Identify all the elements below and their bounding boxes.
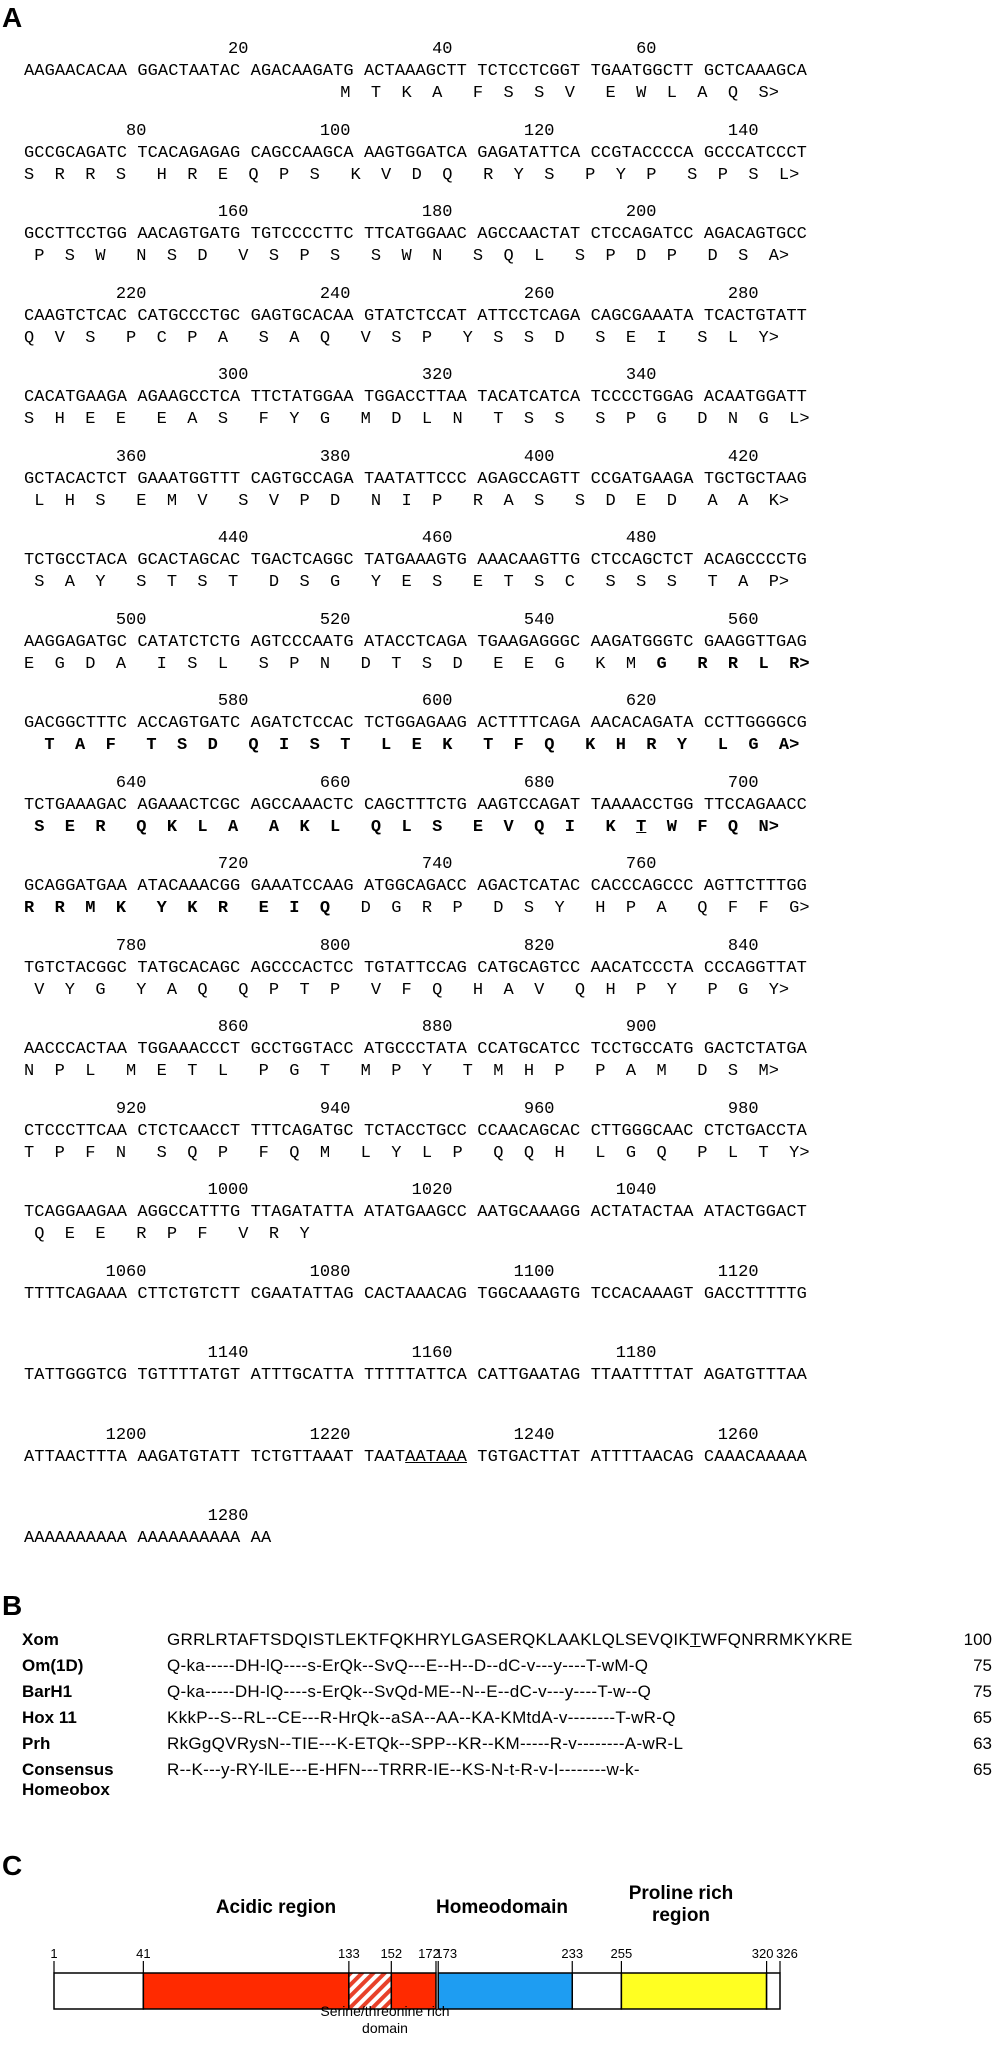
panel-label-c: C: [2, 1850, 23, 1881]
position-numbers: 1060 1080 1100 1120: [24, 1262, 759, 1282]
homeodomain-residues: W F Q N>: [646, 817, 779, 837]
aligned-residues: WFQNRRMKYKRE: [700, 1630, 853, 1649]
sequence-name: BarH1: [22, 1682, 73, 1701]
position-tick-label: 320: [751, 1946, 774, 1961]
sequence-block: [0, 1263, 995, 1343]
nucleotide-segment: AAGAACACAA GGACTAATAC AGACAAGATG ACTAAAGCTT TCTCCTCGGT TGAATGGCTT GCTCAAAGCA: [24, 62, 807, 81]
sequence-name: Consensus Homeobox: [22, 1760, 114, 1799]
homeodomain-residues: R R M K Y K R E I Q: [24, 899, 361, 918]
nucleotide-line: [24, 62, 807, 81]
nucleotide-segment: AAGGAGATGC CATATCTCTG AGTCCCAATG ATACCTCAGA TGAAGAGGGC AAGATGGGTC GAAGGTTGAG: [24, 632, 807, 652]
sequence-block: [0, 1181, 995, 1261]
amino-acid-segment: S H E E E A S F Y G M D L N T S S S P G D N G L>: [24, 410, 810, 429]
sequence-block: [0, 529, 995, 609]
homeodomain-residues: S E R Q K L A A K L Q L S E V Q I K: [24, 817, 637, 837]
nucleotide-line: [24, 796, 807, 815]
protein-line: [24, 736, 799, 755]
protein-line: [24, 899, 810, 918]
aligned-sequence: [167, 1682, 651, 1702]
position-numbers: 640 660 680 700: [24, 773, 759, 793]
sequence-block: [0, 855, 995, 935]
homeodomain-label: Homeodomain: [436, 1897, 568, 1918]
sequence-block: [0, 692, 995, 772]
nucleotide-line: [24, 1285, 807, 1304]
position-numbers: 1200 1220 1240 1260: [24, 1425, 759, 1445]
position-tick-label: 233: [561, 1946, 584, 1961]
position-numbers: 1140 1160 1180: [24, 1344, 657, 1363]
serine-threonine-label: Serine/threonine rich domain: [320, 2003, 450, 2036]
protein-line: [24, 655, 810, 674]
amino-acid-segment: P S W N S D V S P S S W N S Q L S P D P D S A>: [24, 247, 790, 266]
polyadenylation-signal: AATAAA: [405, 1447, 467, 1467]
nucleotide-line: [24, 470, 807, 489]
nucleotide-segment: TATTGGGTCG TGTTTTATGT ATTTGCATTA TTTTTATTCA CATTGAATAG TTAATTTTAT AGATGTTTAA: [24, 1366, 807, 1385]
nucleotide-segment: GCCGCAGATC TCACAGAGAG CAGCCAAGCA AAGTGGATCA GAGATATTCA CCGTACCCCA GCCCATCCCT: [24, 143, 807, 163]
aligned-sequence: [167, 1760, 640, 1780]
amino-acid-segment: V Y G Y A Q Q P T P V F Q H A V Q H P Y P G Y>: [24, 980, 790, 1000]
sequence-block: [0, 40, 995, 120]
identity-percent: 63: [973, 1734, 992, 1753]
nucleotide-line: [24, 551, 807, 570]
sequence-block: [0, 122, 995, 202]
nucleotide-line: [24, 388, 807, 407]
position-numbers: 80 100 120 140: [24, 121, 759, 141]
aligned-residues: T: [690, 1630, 701, 1649]
aligned-sequence: [167, 1708, 676, 1728]
amino-acid-segment: S R R S H R E Q P S K V D Q R Y S P Y P S P S L>: [24, 165, 800, 185]
protein-line: [24, 247, 789, 266]
protein-line: [24, 573, 789, 592]
nucleotide-segment: CACATGAAGA AGAAGCCTCA TTCTATGGAA TGGACCTTAA TACATCATCA TCCCCTGGAG ACAATGGATT: [24, 388, 807, 407]
amino-acid-segment: D G R P D S Y H P A Q F F G>: [360, 899, 810, 918]
nucleotide-segment: AACCCACTAA TGGAAACCCT GCCTGGTACC ATGCCCTATA CCATGCATCC TCCTGCCATG GACTCTATGA: [24, 1040, 807, 1059]
protein-line: [24, 1144, 810, 1163]
aligned-residues: Q-ka-----DH-lQ----s-ErQk--SvQ---E--H--D--dC-v---y----T-wM-Q: [167, 1656, 649, 1675]
position-numbers: 860 880 900: [24, 1018, 657, 1037]
domain-structure-panel: [0, 1865, 995, 2050]
nucleotide-line: [24, 1122, 807, 1141]
nucleotide-line: [24, 1366, 807, 1385]
alignment-row: [22, 1760, 992, 1799]
identity-percent: 75: [973, 1682, 992, 1701]
nucleotide-segment: CTCCCTTCAA CTCTCAACCT TTTCAGATGC TCTACCTGCC CCAACAGCAC CTTGGGCAAC CTCTGACCTA: [24, 1121, 807, 1141]
proline-rich-block: [621, 1973, 766, 2009]
panel-label-a: A: [2, 2, 23, 33]
sequence-block: [0, 448, 995, 528]
homeodomain-residues: G R R L R>: [656, 654, 810, 674]
position-tick-label: 133: [338, 1946, 360, 1961]
c-terminal-segment: [767, 1973, 780, 2009]
alignment-row: [22, 1630, 992, 1654]
amino-acid-segment: Q E E R P F V R Y: [24, 1225, 310, 1244]
protein-line: [24, 981, 789, 1000]
position-tick-label: 41: [136, 1946, 151, 1961]
sequence-block: [0, 203, 995, 283]
sequence-block: [0, 937, 995, 1017]
sequence-block: [0, 1100, 995, 1180]
aligned-residues: RkGgQVRysN--TIE---K-ETQk--SPP--KR--KM-----R-v--------A-wR-L: [167, 1734, 684, 1753]
amino-acid-segment: M T K A F S S V E W L A Q S>: [24, 84, 779, 103]
aligned-residues: R--K---y-RY-lLE---E-HFN---TRRR-IE--KS-N-t-R-v-I--------w-k-: [167, 1760, 640, 1779]
nucleotide-segment: TCAGGAAGAA AGGCCATTTG TTAGATATTA ATATGAAGCC AATGCAAAGG ACTATACTAA ATACTGGACT: [24, 1203, 807, 1222]
sequence-block: [0, 611, 995, 691]
identity-percent: 65: [973, 1708, 992, 1727]
nucleotide-segment: GCCTTCCTGG AACAGTGATG TGTCCCCTTC TTCATGGAAC AGCCAACTAT CTCCAGATCC AGACAGTGCC: [24, 225, 807, 244]
protein-line: [24, 492, 789, 511]
position-tick-label: 326: [776, 1946, 798, 1961]
position-tick-label: 172: [418, 1946, 440, 1961]
sequence-block: [0, 1344, 995, 1424]
position-numbers: 300 320 340: [24, 366, 657, 385]
protein-line: [24, 84, 779, 103]
position-numbers: 160 180 200: [24, 203, 657, 222]
sequence-block: [0, 774, 995, 854]
identity-percent: 65: [973, 1760, 992, 1779]
alignment-row: [22, 1708, 992, 1732]
aligned-sequence: [167, 1656, 648, 1676]
protein-line: [24, 410, 810, 429]
position-numbers: 440 460 480: [24, 529, 657, 548]
position-tick-label: 255: [610, 1946, 633, 1961]
protein-line: [24, 1062, 779, 1081]
sequence-name: Hox 11: [22, 1708, 77, 1727]
protein-line: [24, 166, 799, 185]
position-numbers: 1280: [24, 1507, 249, 1526]
domain-bar: [0, 1925, 995, 2035]
aligned-sequence: [167, 1734, 683, 1754]
aligned-residues: GRRLRTAFTSDQISTLEKTFQKHRYLGASERQKLAAKLQLSEVQIK: [167, 1630, 691, 1649]
sequence-name: Om(1D): [22, 1656, 84, 1675]
alignment-row: [22, 1656, 992, 1680]
position-numbers: 920 940 960 980: [24, 1099, 759, 1119]
acidic-region-label: Acidic region: [215, 1897, 337, 1918]
nucleotide-segment: GCAGGATGAA ATACAAACGG GAAATCCAAG ATGGCAGACC AGACTCATAC CACCCAGCCC AGTTCTTTGG: [24, 877, 807, 896]
sequence-block: [0, 1018, 995, 1098]
nucleotide-line: [24, 877, 807, 896]
aligned-residues: Q-ka-----DH-lQ----s-ErQk--SvQd-ME--N--E--dC-v---y----T-w--Q: [167, 1682, 652, 1701]
amino-acid-segment: S A Y S T S T D S G Y E S E T S C S S S T A P>: [24, 573, 790, 592]
identity-percent: 75: [973, 1656, 992, 1675]
nucleotide-line: [24, 633, 807, 652]
position-numbers: 780 800 820 840: [24, 936, 759, 956]
nucleotide-line: [24, 1448, 807, 1467]
aligned-residues: KkkP--S--RL--CE---R-HrQk--aSA--AA--KA-KMtdA-v--------T-wR-Q: [167, 1708, 676, 1727]
linker-segment: [572, 1973, 621, 2009]
protein-line: [24, 1225, 310, 1244]
nucleotide-segment: TCTGAAAGAC AGAAACTCGC AGCCAAACTC CAGCTTTCTG AAGTCCAGAT TAAAACCTGG TTCCAGAACC: [24, 795, 807, 815]
nucleotide-line: [24, 714, 807, 733]
nucleotide-segment: ATTAACTTTA AAGATGTATT TCTGTTAAAT TAAT: [24, 1447, 406, 1467]
alignment-row: [22, 1682, 992, 1706]
position-numbers: 220 240 260 280: [24, 284, 759, 304]
nucleotide-segment: CAAGTCTCAC CATGCCCTGC GAGTGCACAA GTATCTCCAT ATTCCTCAGA CAGCGAAATA TCACTGTATT: [24, 306, 807, 326]
sequence-block: [0, 285, 995, 365]
position-numbers: 720 740 760: [24, 855, 657, 874]
nucleotide-segment: TGTGACTTAT ATTTTAACAG CAAACAAAAA: [466, 1447, 807, 1467]
nucleotide-line: [24, 959, 807, 978]
nucleotide-line: [24, 1040, 807, 1059]
homeodomain-residues: T A F T S D Q I S T L E K T F Q K H R Y L G A>: [24, 736, 800, 755]
sequence-block: [0, 1507, 995, 1587]
position-numbers: 1000 1020 1040: [24, 1181, 657, 1200]
sequence-name: Xom: [22, 1630, 59, 1649]
position-numbers: 20 40 60: [24, 40, 657, 59]
amino-acid-segment: E G D A I S L S P N D T S D E E G K M: [24, 654, 657, 674]
nucleotide-line: [24, 1203, 807, 1222]
amino-acid-segment: N P L M E T L P G T M P Y T M H P P A M D S M>: [24, 1062, 779, 1081]
homeodomain-residues: T: [636, 817, 647, 837]
protein-line: [24, 818, 779, 837]
amino-acid-segment: L H S E M V S V P D N I P R A S S D E D A A K>: [24, 491, 790, 511]
nucleotide-segment: TTTTCAGAAA CTTCTGTCTT CGAATATTAG CACTAAACAG TGGCAAAGTG TCCACAAAGT GACCTTTTTG: [24, 1284, 807, 1304]
sequence-block: [0, 1426, 995, 1506]
nucleotide-segment: AAAAAAAAAA AAAAAAAAAA AA: [24, 1529, 272, 1548]
sequence-name: Prh: [22, 1734, 51, 1753]
position-numbers: 360 380 400 420: [24, 447, 759, 467]
position-tick-label: 1: [50, 1946, 58, 1961]
nucleotide-line: [24, 225, 807, 244]
nucleotide-line: [24, 1529, 271, 1548]
sequence-block: [0, 366, 995, 446]
proline-rich-label: Proline rich region: [628, 1883, 734, 1926]
nucleotide-segment: TCTGCCTACA GCACTAGCAC TGACTCAGGC TATGAAAGTG AAACAAGTTG CTCCAGCTCT ACAGCCCCTG: [24, 551, 807, 570]
amino-acid-segment: T P F N S Q P F Q M L Y L P Q Q H L G Q P L T Y>: [24, 1143, 810, 1163]
protein-line: [24, 329, 779, 348]
panel-label-b: B: [2, 1590, 23, 1621]
nucleotide-line: [24, 144, 807, 163]
aligned-sequence: [167, 1630, 853, 1650]
n-terminal-segment: [54, 1973, 143, 2009]
nucleotide-segment: TGTCTACGGC TATGCACAGC AGCCCACTCC TGTATTCCAG CATGCAGTCC AACATCCCTA CCCAGGTTAT: [24, 958, 807, 978]
nucleotide-segment: GCTACACTCT GAAATGGTTT CAGTGCCAGA TAATATTCCC AGAGCCAGTT CCGATGAAGA TGCTGCTAAG: [24, 469, 807, 489]
position-tick-label: 173: [435, 1946, 458, 1961]
nucleotide-line: [24, 307, 807, 326]
alignment-row: [22, 1734, 992, 1758]
position-numbers: 500 520 540 560: [24, 610, 759, 630]
position-tick-label: 152: [380, 1946, 403, 1961]
amino-acid-segment: Q V S P C P A S A Q V S P Y S S D S E I S L Y>: [24, 328, 779, 348]
nucleotide-segment: GACGGCTTTC ACCAGTGATC AGATCTCCAC TCTGGAGAAG ACTTTTCAGA AACACAGATA CCTTGGGGCG: [24, 714, 807, 733]
identity-percent: 100: [963, 1630, 992, 1649]
position-numbers: 580 600 620: [24, 692, 657, 711]
